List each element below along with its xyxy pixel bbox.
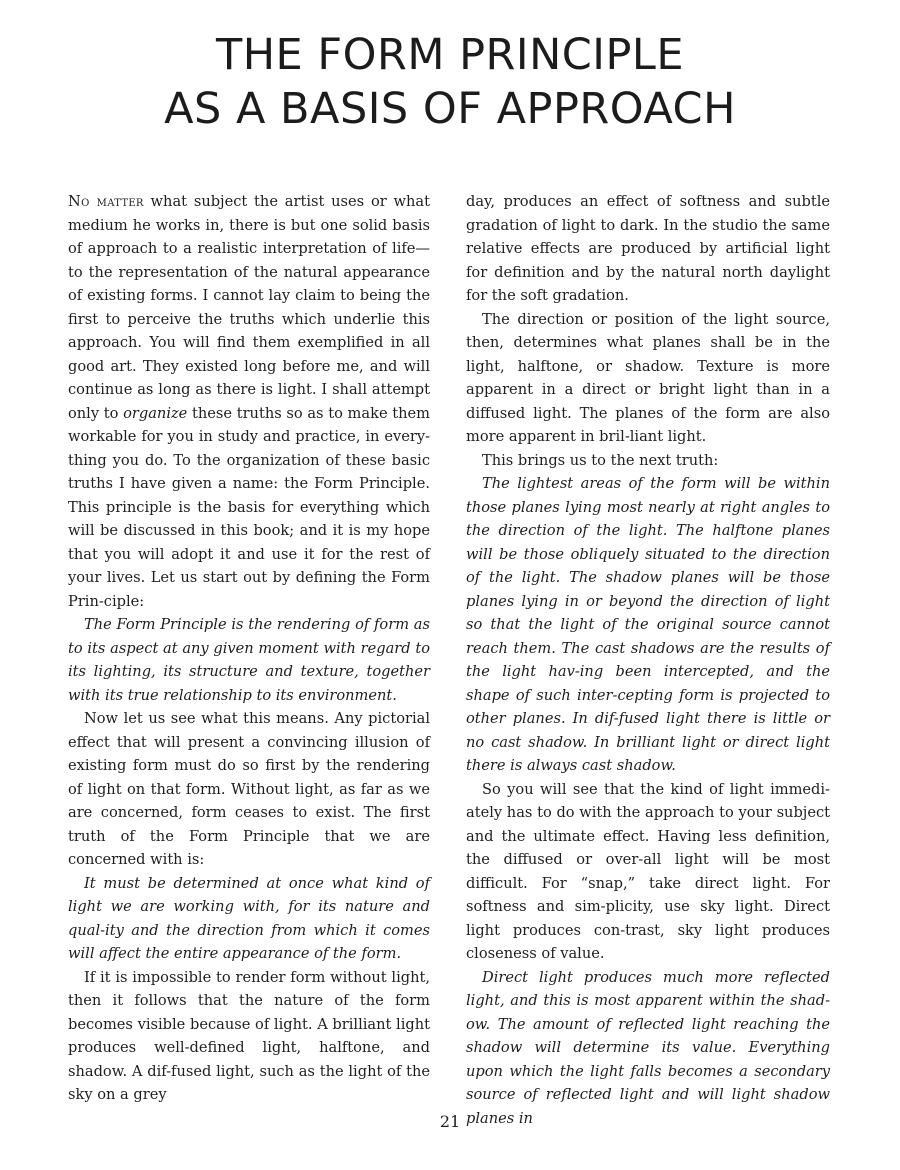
paragraph-intro-tail: these truths so as to make them workable for you in study and practice, in every-thing you do. To the organization of these basic truths I have given a name: the Form Principle. This principle is the basis for everything which will be discussed in this book; and it is my hope that you will adopt it and use it for the rest of your lives. Let us start out by defining the Form Prin-ciple: <box>68 404 430 610</box>
left-text-column <box>68 190 430 1107</box>
paragraph-next-truth-intro: This brings us to the next truth: <box>482 451 719 469</box>
paragraph-intro-emphasis: organize <box>123 404 188 422</box>
paragraph-light-nature: If it is impossible to render form without light, then it follows that the nature of the form becomes visible because of light. A brilliant light produces well-defined light, halftone, and shadow. A dif-fused light, such as the light of the sky on a grey <box>68 968 430 1103</box>
chapter-title-line-2: AS A BASIS OF APPROACH <box>164 84 736 134</box>
reflected-light-statement: Direct light produces much more reflected light, and this is most apparent within the shad-ow. The amount of reflected light reaching the shadow will determine its value. Everything upon which the light falls becomes a secondary source of reflected light and will light shadow planes in <box>466 968 830 1127</box>
chapter-title-line-1: THE FORM PRINCIPLE <box>215 30 685 80</box>
paragraph-kind-of-light: So you will see that the kind of light immedi-ately has to do with the approach to your subject and the ultimate effect. Having less definition, the diffused or over-all light will be most difficult. For “snap,” take direct light. For softness and sim-plicity, use sky light. Direct light produces con-trast, sky light produces closeness of value. <box>466 780 830 962</box>
first-truth-statement: It must be determined at once what kind of light we are working with, for its nature and qual-ity and the direction from which it comes will affect the entire appearance of the form. <box>68 874 430 962</box>
paragraph-light-direction: The direction or position of the light source, then, determines what planes shall be in the light, halftone, or shadow. Texture is more apparent in a direct or bright light than in a diffused light. The planes of the form are also more apparent in bril-liant light. <box>466 310 830 445</box>
paragraph-intro <box>68 190 430 613</box>
page-number: 21 <box>439 1112 461 1131</box>
form-principle-definition: The Form Principle is the rendering of form as to its aspect at any given moment with regard to its lighting, its structure and texture, together with its true relationship to its environment. <box>68 616 430 704</box>
paragraph-intro-text: what subject the artist uses or what medium he works in, there is but one solid basis of approach to a realistic interpretation of life—to the representation of the natural appearance of existing forms. I cannot lay claim to being the first to perceive the truths which underlie this approach. You will find them exemplified in all good art. They existed long before me, and will continue as long as there is light. I shall attempt only to <box>68 193 430 422</box>
paragraph-lead-small-caps: No matter <box>68 193 144 210</box>
paragraph-meaning: Now let us see what this means. Any pictorial effect that will present a convincing illusion of existing form must do so first by the rendering of light on that form. Without light, as far as we are concerned, form ceases to exist. The first truth of the Form Principle that we are concerned with is: <box>68 710 430 868</box>
second-truth-statement: The lightest areas of the form will be within those planes lying most nearly at right angles to the direction of the light. The halftone planes will be those obliquely situated to the direction of the light. The shadow planes will be those planes lying in or beyond the direction of light so that the light of the original source cannot reach them. The cast shadows are the results of the light hav-ing been intercepted, and the shape of such inter-cepting form is projected to other planes. In dif-fused light there is little or no cast shadow. In brilliant light or direct light there is always cast shadow. <box>466 475 830 774</box>
right-text-column <box>466 190 830 1130</box>
paragraph-continued: day, produces an effect of softness and subtle gradation of light to dark. In the studio the same relative effects are produced by artificial light for definition and by the natural north daylight for the soft gradation. <box>466 193 830 304</box>
